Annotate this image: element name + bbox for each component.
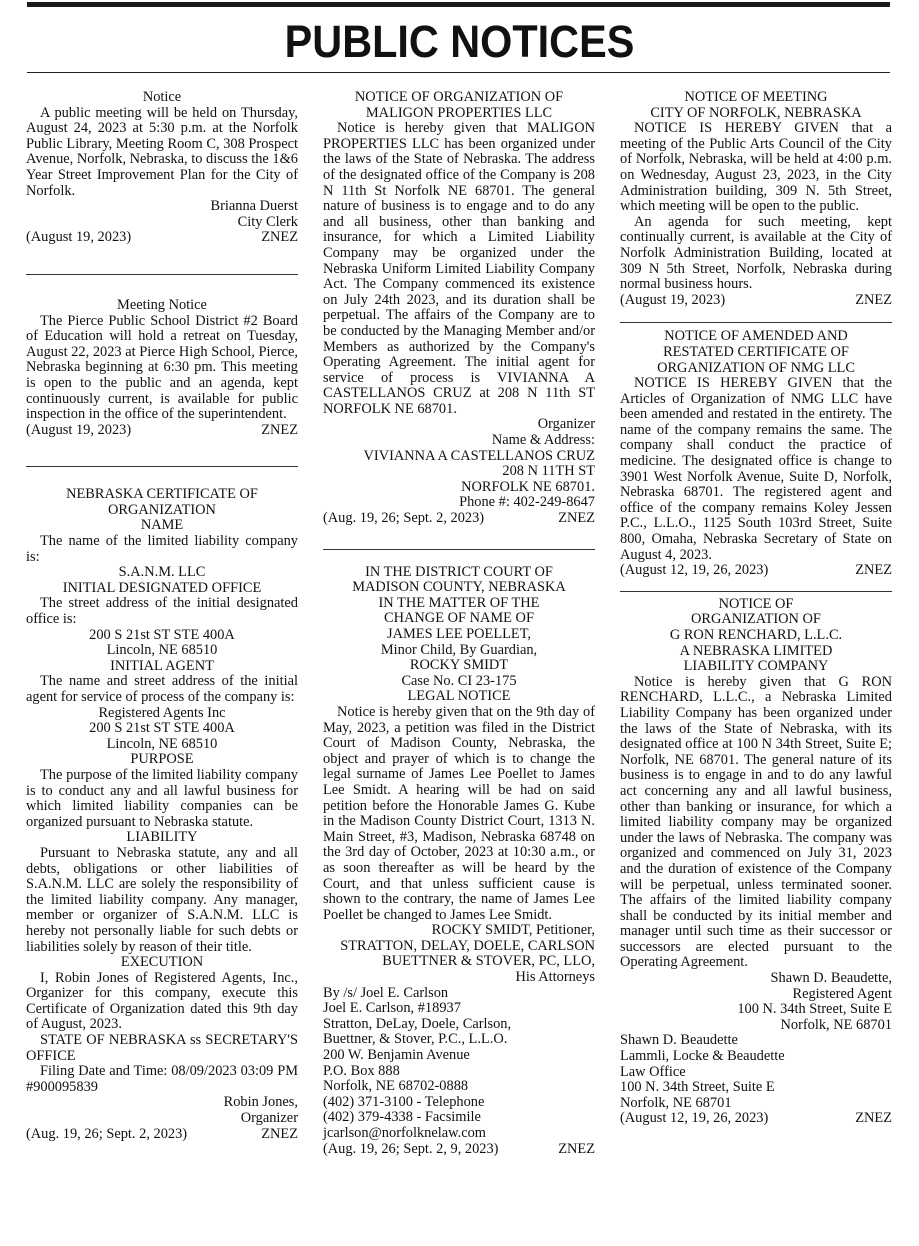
company-name: S.A.N.M. LLC bbox=[118, 564, 206, 581]
notice-g-ron-renchard bbox=[620, 597, 892, 1127]
notice-title: Meeting Notice bbox=[117, 296, 207, 313]
notice-title: MALIGON PROPERTIES LLC bbox=[365, 104, 553, 121]
notice-title: A NEBRASKA LIMITED bbox=[679, 642, 833, 659]
notice-title: CHANGE OF NAME OF bbox=[384, 610, 534, 627]
notice-title: Minor Child, By Guardian, bbox=[380, 641, 538, 658]
organizer-line: Name & Address: bbox=[491, 432, 595, 449]
organizer-line: 208 N 11TH ST bbox=[502, 463, 595, 480]
notice-title: Notice bbox=[142, 89, 182, 105]
signature-line: Norfolk, NE 68701 bbox=[780, 1016, 892, 1033]
notice-title: G RON RENCHARD, L.L.C. bbox=[669, 627, 843, 643]
publication-line bbox=[26, 423, 298, 439]
publication-date: (Aug. 19, 26; Sept. 2, 2023) bbox=[323, 510, 485, 527]
section-text: The street address of the initial designated office is: bbox=[26, 595, 298, 628]
column-1 bbox=[26, 90, 298, 1142]
signature-title: City Clerk bbox=[237, 213, 298, 230]
agent-line: 200 S 21st ST STE 400A bbox=[89, 720, 235, 737]
section-text: The name and street address of the initial agent for service of process of the company is: bbox=[26, 673, 298, 705]
notice-title: NOTICE OF AMENDED AND bbox=[664, 328, 848, 345]
publication-date: (Aug. 19, 26; Sept. 2, 2023) bbox=[26, 1125, 188, 1142]
attorney-fax: (402) 379-4338 - Facsimile bbox=[323, 1109, 481, 1126]
notice-body: The Pierce Public School District #2 Board of Education will hold a retreat on Tuesday, August 22, 2023 at Pierce High School, Pierce, Nebraska beginning at 6:30 pm. This meeting is open to the public and an agenda, kept continuously current, is available for public inspection in the office of the superintendent. bbox=[26, 312, 298, 423]
top-rule bbox=[27, 2, 890, 7]
attorney-email: jcarlson@norfolknelaw.com bbox=[323, 1125, 486, 1141]
notice-title: ORGANIZATION bbox=[108, 501, 216, 518]
address-line: Lincoln, NE 68510 bbox=[106, 642, 218, 659]
publication-code: ZNEZ bbox=[558, 1140, 595, 1157]
notice-title: CITY OF NORFOLK, NEBRASKA bbox=[650, 104, 862, 121]
notice-title: ROCKY SMIDT bbox=[409, 657, 509, 674]
signature-line: STRATTON, DELAY, DOELE, CARLSON bbox=[340, 937, 595, 954]
attorney-line: Stratton, DeLay, Doele, Carlson, bbox=[323, 1015, 512, 1032]
publication-code: ZNEZ bbox=[855, 562, 892, 579]
notice-body: NOTICE IS HEREBY GIVEN that a meeting of the Public Arts Council of the City of Norfolk, Nebraska, will be held at 4:00 p.m. on Wednesday, August 23, 2023, in the City Administration building, 309 N. 5th Street, which meeting will be open to the public. bbox=[620, 120, 892, 215]
signature-name: Robin Jones, bbox=[223, 1094, 298, 1111]
signature-title: Organizer bbox=[240, 1110, 298, 1127]
law-office-line: Law Office bbox=[620, 1063, 686, 1080]
notice-title: NOTICE OF MEETING bbox=[684, 89, 828, 105]
notice-body: Notice is hereby given that G RON RENCHARD, L.L.C., a Nebraska Limited Liability Company has been organized under the laws of the State of Nebraska, with its designated office at 100 N 34th Street, Suite E; Norfolk, NE 68701. The general nature of its business is to engage in and to do any lawful act concerning any and all lawful business, other than banking or insurance, for which a limited liability company may be organized under the laws of Nebraska. The company was organized and commenced on July 31, 2023 and the duration of existence of the Company will be perpetual, unless terminated sooner. The affairs of the limited liability company shall be conducted by its initial member and manager until such time as their successor or successors are elected pursuant to the Operating Agreement. bbox=[620, 673, 892, 971]
notice-certificate-organization bbox=[26, 487, 298, 1142]
notice-title: ORGANIZATION OF bbox=[691, 611, 821, 628]
publication-date: (August 19, 2023) bbox=[620, 291, 726, 308]
section-text: I, Robin Jones of Registered Agents, Inc., Organizer for this company, execute this Certificate of Organization dated this 9th day of August, 2023. bbox=[26, 969, 298, 1033]
publication-code: ZNEZ bbox=[261, 421, 298, 438]
notice-title: LEGAL NOTICE bbox=[407, 688, 511, 705]
agent-line: Registered Agents Inc bbox=[98, 704, 226, 721]
organizer-line: Organizer bbox=[537, 416, 595, 433]
notice-title: IN THE DISTRICT COURT OF bbox=[365, 563, 553, 580]
section-heading: NAME bbox=[140, 517, 184, 534]
notice-district-court bbox=[323, 565, 595, 1158]
organizer-line: Phone #: 402-249-8647 bbox=[459, 494, 595, 511]
signature-name: Brianna Duerst bbox=[210, 198, 298, 215]
law-office-line: Shawn D. Beaudette bbox=[620, 1032, 738, 1049]
publication-code: ZNEZ bbox=[261, 229, 298, 246]
case-number: Case No. CI 23-175 bbox=[401, 672, 517, 689]
header-rule bbox=[27, 72, 890, 73]
section-text: Filing Date and Time: 08/09/2023 03:09 PM #900095839 bbox=[26, 1063, 298, 1095]
notice-title: IN THE MATTER OF THE bbox=[378, 594, 540, 611]
column-2 bbox=[323, 90, 595, 1157]
section-text: STATE OF NEBRASKA ss SECRETARY'S OFFICE bbox=[26, 1032, 298, 1064]
notice-title: MADISON COUNTY, NEBRASKA bbox=[352, 579, 566, 596]
section-text: The purpose of the limited liability company is to conduct any and all lawful business for which limited liability companies can be organized pursuant to Nebraska statute. bbox=[26, 766, 298, 830]
notice-body: NOTICE IS HEREBY GIVEN that the Articles of Organization of NMG LLC have been amended and restated in the entirety. The name of the company remains the same. The company shall conduct the practice of medicine. The designated office is change to 3901 West Norfolk Avenue, Suite D, Norfolk, Nebraska 68701. The registered agent and office of the company remains Koley Jessen P.C., L.L.O., 1125 South 103rd Street, Suite 800, Omaha, Nebraska Secretary of State on August 4, 2023. bbox=[620, 375, 892, 563]
law-office-line: Lammli, Locke & Beaudette bbox=[620, 1048, 785, 1065]
attorney-line: P.O. Box 888 bbox=[323, 1062, 400, 1079]
notice-public-meeting bbox=[26, 90, 298, 246]
section-heading: INITIAL DESIGNATED OFFICE bbox=[62, 579, 262, 596]
publication-date: (Aug. 19, 26; Sept. 2, 9, 2023) bbox=[323, 1140, 499, 1157]
publication-line bbox=[26, 230, 298, 246]
publication-code: ZNEZ bbox=[855, 291, 892, 308]
organizer-line: VIVIANNA A CASTELLANOS CRUZ bbox=[363, 447, 595, 464]
publication-code: ZNEZ bbox=[558, 510, 595, 527]
attorney-line: By /s/ Joel E. Carlson bbox=[323, 984, 449, 1001]
signature-line: BUETTNER & STOVER, PC, LLO, bbox=[382, 953, 595, 970]
publication-line bbox=[323, 511, 595, 527]
column-3 bbox=[620, 90, 892, 1127]
notice-meeting-norfolk bbox=[620, 90, 892, 308]
address-line: 200 S 21st ST STE 400A bbox=[89, 626, 235, 643]
publication-date: (August 19, 2023) bbox=[26, 229, 132, 246]
notice-title: LIABILITY COMPANY bbox=[683, 658, 829, 675]
publication-date: (August 19, 2023) bbox=[26, 421, 132, 438]
attorney-phone: (402) 371-3100 - Telephone bbox=[323, 1093, 485, 1110]
publication-code: ZNEZ bbox=[855, 1110, 892, 1127]
notice-body: Notice is hereby given that on the 9th day of May, 2023, a petition was filed in the District Court of Madison County, Nebraska, the object and prayer of which is to change the legal surname of James Lee Poellet to James Lee Smidt. A hearing will be had on said petition before the Honorable James G. Kube in the Madison County District Court, 1313 N. Main Street, #3, Madison, Nebraska 68748 on the 3rd day of October, 2023 at 10:30 a.m., or as soon thereafter as will be heard by the Court, and that unless sufficient cause is shown to the contrary, the name of James Lee Poellet be changed to James Lee Smidt. bbox=[323, 703, 595, 923]
organizer-line: NORFOLK NE 68701. bbox=[461, 478, 595, 495]
publication-line bbox=[323, 1142, 595, 1158]
signature-line: ROCKY SMIDT, Petitioner, bbox=[431, 922, 595, 939]
publication-line bbox=[620, 293, 892, 309]
section-heading: INITIAL AGENT bbox=[110, 657, 214, 674]
publication-date: (August 12, 19, 26, 2023) bbox=[620, 1110, 769, 1127]
notice-nmg-llc bbox=[620, 329, 892, 579]
section-heading: PURPOSE bbox=[130, 751, 194, 768]
attorney-line: Joel E. Carlson, #18937 bbox=[323, 1000, 461, 1017]
notice-title: NOTICE OF ORGANIZATION OF bbox=[354, 89, 564, 105]
attorney-line: Norfolk, NE 68702-0888 bbox=[323, 1078, 469, 1095]
signature-line: 100 N. 34th Street, Suite E bbox=[737, 1001, 892, 1018]
signature-line: His Attorneys bbox=[515, 969, 595, 986]
publication-line bbox=[620, 1111, 892, 1127]
publication-line bbox=[26, 1127, 298, 1143]
notice-title: NEBRASKA CERTIFICATE OF bbox=[66, 486, 258, 503]
notice-body: A public meeting will be held on Thursday, August 24, 2023 at 5:30 p.m. at the Norfolk Public Library, Meeting Room C, 308 Prospect Avenue, Norfolk, Nebraska, to discuss the 1&6 Year Street Improvement Plan for the City of Norfolk. bbox=[26, 104, 298, 199]
notice-body: An agenda for such meeting, kept continually current, is available at the City of Norfolk Administration Building, located at 309 N 5th Street, Norfolk, Nebraska during normal business hours. bbox=[620, 213, 892, 293]
notice-title: RESTATED CERTIFICATE OF bbox=[663, 343, 849, 360]
publication-code: ZNEZ bbox=[261, 1125, 298, 1142]
notice-title: ORGANIZATION OF NMG LLC bbox=[657, 359, 855, 376]
notice-title: NOTICE OF bbox=[718, 595, 794, 612]
attorney-line: 200 W. Benjamin Avenue bbox=[323, 1047, 470, 1064]
section-heading: EXECUTION bbox=[120, 954, 204, 971]
publication-date: (August 12, 19, 26, 2023) bbox=[620, 562, 769, 579]
notice-meeting-pierce bbox=[26, 298, 298, 438]
agent-line: Lincoln, NE 68510 bbox=[106, 735, 218, 752]
notice-body: Notice is hereby given that MALIGON PROPERTIES LLC has been organized under the laws of the State of Nebraska. The address of the designated office of the Company is 208 N 11th St Norfolk NE 68701. The general nature of business is to engage and to do any and all business, other than banking and insurance, for which a Limited Liability Company may be organized under the Nebraska Uniform Limited Liability Company Act. The Company commenced its existence on July 24th 2023, and its duration shall be perpetual. The affairs of the Company are to be conducted by the Managing Member and/or Members as authorized by the Company's Operating Agreement. The initial agent for service of process is VIVIANNA A CASTELLANOS CRUZ at 208 N 11th ST NORFOLK NE 68701. bbox=[323, 120, 595, 417]
section-text: Pursuant to Nebraska statute, any and all debts, obligations or other liabilities of S.A.N.M. LLC are solely the responsibility of the limited liability company. Any manager, member or organizer of S.A.N.M. LLC is hereby not personally liable for such debts or liabilities solely by reason of their title. bbox=[26, 844, 298, 955]
publication-line bbox=[620, 563, 892, 579]
section-heading: LIABILITY bbox=[126, 829, 198, 846]
page-title: PUBLIC NOTICES bbox=[284, 16, 635, 67]
law-office-line: 100 N. 34th Street, Suite E bbox=[620, 1079, 775, 1096]
signature-line: Registered Agent bbox=[792, 985, 892, 1002]
notice-title: JAMES LEE POELLET, bbox=[386, 626, 532, 642]
notice-maligon-properties bbox=[323, 90, 595, 527]
signature-line: Shawn D. Beaudette, bbox=[770, 970, 892, 987]
law-office-line: Norfolk, NE 68701 bbox=[620, 1094, 732, 1111]
attorney-line: Buettner, & Stover, P.C., L.L.O. bbox=[323, 1031, 508, 1048]
section-text: The name of the limited liability company is: bbox=[26, 533, 298, 565]
